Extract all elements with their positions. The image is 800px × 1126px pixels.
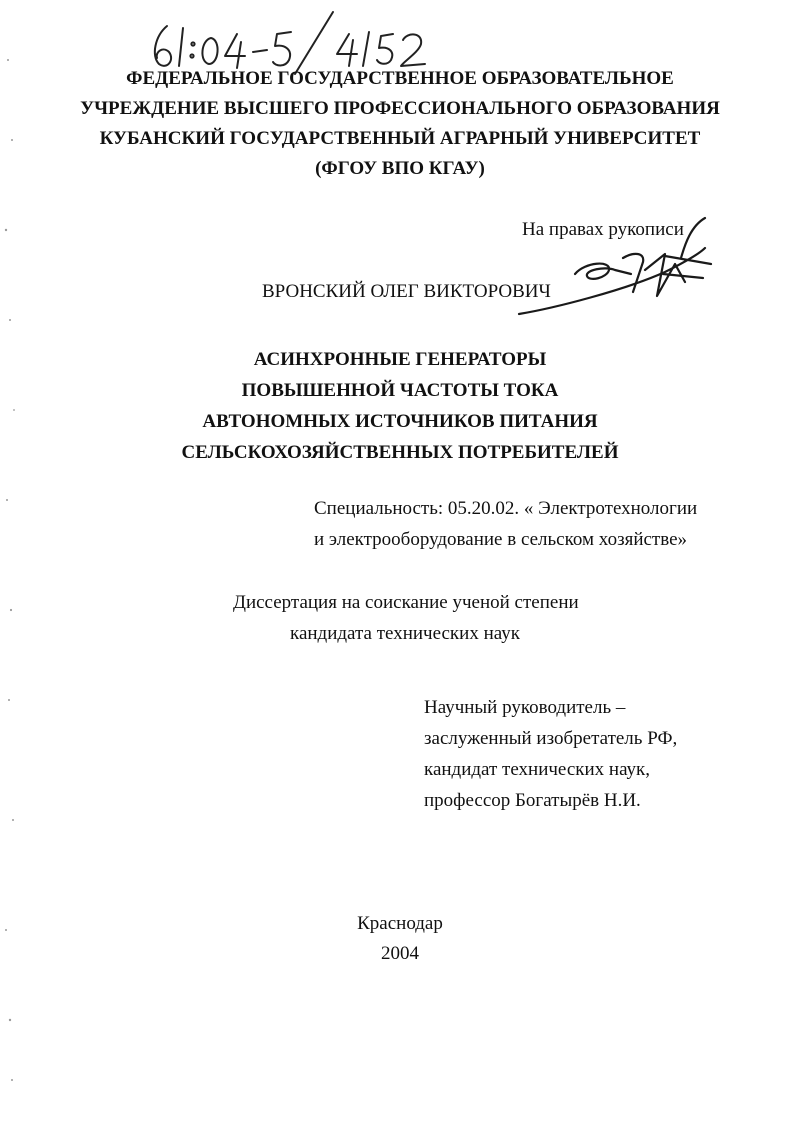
author-name: ВРОНСКИЙ ОЛЕГ ВИКТОРОВИЧ <box>262 281 551 302</box>
specialty-line-1: Специальность: 05.20.02. « Электротехнологии <box>314 498 698 519</box>
supervisor-line-3: кандидат технических наук, <box>424 759 651 780</box>
institution-line-1: ФЕДЕРАЛЬНОЕ ГОСУДАРСТВЕННОЕ ОБРАЗОВАТЕЛЬНОЕ <box>126 68 674 89</box>
city: Краснодар <box>357 913 443 934</box>
dissertation-title-line-2: ПОВЫШЕННОЙ ЧАСТОТЫ ТОКА <box>241 380 559 401</box>
specialty-line-2: и электрооборудование в сельском хозяйстве» <box>314 529 688 550</box>
supervisor-line-4: профессор Богатырёв Н.И. <box>424 790 641 811</box>
supervisor-line-2: заслуженный изобретатель РФ, <box>424 728 678 749</box>
institution-abbreviation: (ФГОУ ВПО КГАУ) <box>315 158 485 179</box>
dissertation-title-line-1: АСИНХРОННЫЕ ГЕНЕРАТОРЫ <box>253 349 547 370</box>
degree-line-2: кандидата технических наук <box>290 623 520 644</box>
supervisor-line-1: Научный руководитель – <box>424 697 626 718</box>
degree-line-1: Диссертация на соискание ученой степени <box>233 592 579 613</box>
institution-line-3: КУБАНСКИЙ ГОСУДАРСТВЕННЫЙ АГРАРНЫЙ УНИВЕРСИТЕТ <box>99 128 701 149</box>
author-signature <box>515 212 725 322</box>
institution-line-2: УЧРЕЖДЕНИЕ ВЫСШЕГО ПРОФЕССИОНАЛЬНОГО ОБРАЗОВАНИЯ <box>80 98 720 119</box>
dissertation-title-line-3: АВТОНОМНЫХ ИСТОЧНИКОВ ПИТАНИЯ <box>202 411 598 432</box>
manuscript-note: На правах рукописи <box>522 219 684 240</box>
dissertation-title-line-4: СЕЛЬСКОХОЗЯЙСТВЕННЫХ ПОТРЕБИТЕЛЕЙ <box>181 442 619 463</box>
year: 2004 <box>381 943 419 964</box>
